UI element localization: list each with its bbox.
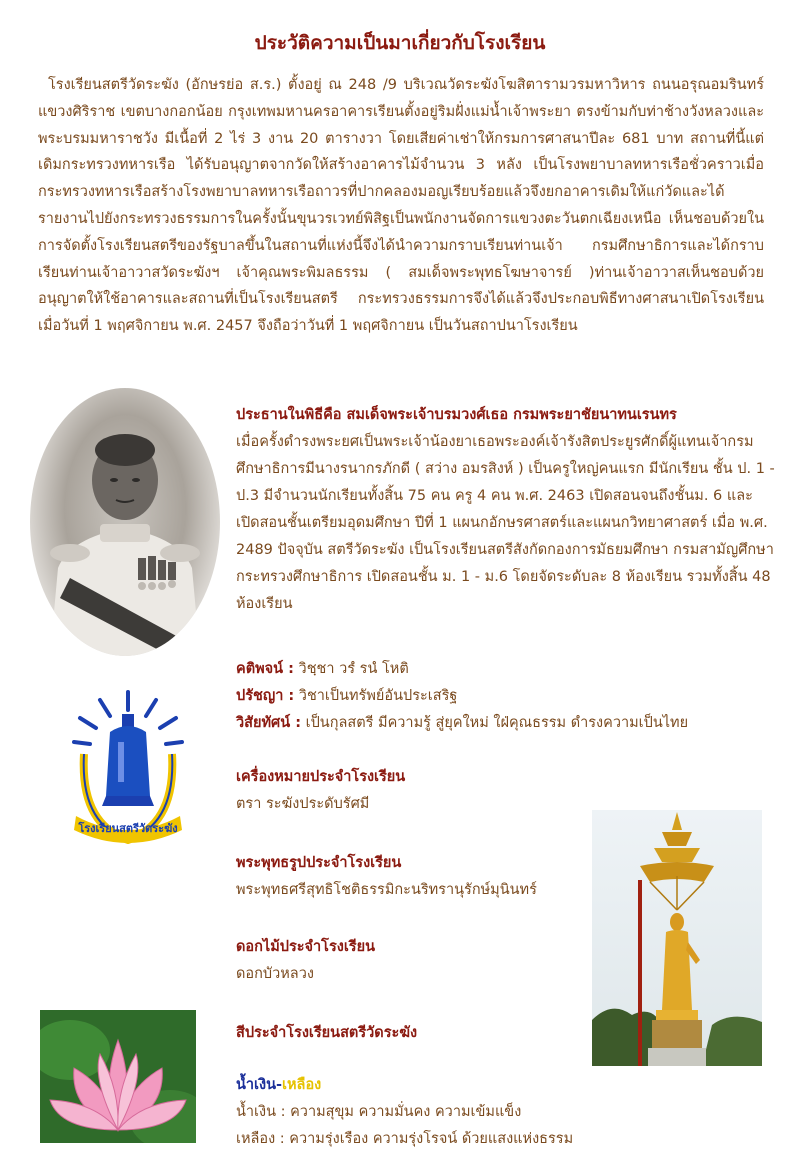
buddha-statue-photo bbox=[592, 810, 762, 1066]
color-separator: - bbox=[276, 1077, 283, 1093]
motto-row bbox=[236, 656, 776, 683]
motto-section bbox=[236, 656, 776, 737]
flower-heading: ดอกไม้ประจำโรงเรียน bbox=[236, 939, 375, 955]
symbol-value: ตรา ระฆังประดับรัศมี bbox=[236, 796, 370, 812]
buddha-value: พระพุทธศรีสุทธิโชติธรรมิกะนริทรานุรักษ์มุนินทร์ bbox=[236, 882, 537, 898]
philosophy-label: ปรัชญา : bbox=[236, 688, 295, 704]
emblem-text: โรงเรียนสตรีวัดระฆัง bbox=[78, 823, 178, 835]
founder-heading: ประธานในพิธีคือ สมเด็จพระเจ้าบรมวงศ์เธอ กรมพระยาชัยนาทนเรนทร bbox=[236, 407, 677, 423]
color-blue-meaning: น้ำเงิน : ความสุขุม ความมั่นคง ความเข้มแข็ง bbox=[236, 1104, 522, 1120]
color-yellow-word: เหลือง bbox=[282, 1077, 322, 1093]
symbol-heading: เครื่องหมายประจำโรงเรียน bbox=[236, 769, 406, 785]
lotus-photo bbox=[40, 1010, 196, 1143]
vision-label: วิสัยทัศน์ : bbox=[236, 715, 302, 731]
motto-value: วิชฺชา วรํ รนํ โหติ bbox=[298, 661, 409, 677]
colors-names bbox=[236, 1072, 756, 1099]
founder-section bbox=[236, 402, 776, 618]
colors-section bbox=[236, 1072, 756, 1153]
color-blue-word: น้ำเงิน bbox=[236, 1077, 277, 1093]
page-title: ประวัติความเป็นมาเกี่ยวกับโรงเรียน bbox=[254, 32, 546, 54]
buddha-heading: พระพุทธรูปประจำโรงเรียน bbox=[236, 855, 402, 871]
color-yellow-meaning: เหลือง : ความรุ่งเรือง ความรุ่งโรจน์ ด้วยแสงแห่งธรรม bbox=[236, 1131, 574, 1147]
philosophy-row bbox=[236, 683, 776, 710]
school-emblem bbox=[70, 684, 186, 844]
founder-portrait bbox=[30, 388, 220, 656]
vision-value: เป็นกุลสตรี มีความรู้ สู่ยุคใหม่ ใฝ่คุณธรรม ดำรงความเป็นไทย bbox=[305, 715, 689, 731]
flower-value: ดอกบัวหลวง bbox=[236, 966, 314, 982]
motto-label: คติพจน์ : bbox=[236, 661, 294, 677]
vision-row bbox=[236, 710, 776, 737]
intro-paragraph: โรงเรียนสตรีวัดระฆัง (อักษรย่อ ส.ร.) ตั้งอยู่ ณ 248 /9 บริเวณวัดระฆังโฆสิตารามวรมหาวิหาร ถนนอรุณอมรินทร์ แขวงศิริราช เขตบางกอกน้อย กรุงเทพมหานครอาคารเรียนตั้งอยู่ริมฝั่งแม่น้ำเจ้าพระยา ตรงข้ามกับท่าช้างวังหลวงและพระบรมมหาราชวัง มีเนื้อที่ 2 ไร่ 3 งาน 20 ตารางวา โดยเสียค่าเช่าให้กรมการศาสนาปีละ 681 บาท สถานที่นี้แต่เดิมกระทรวงทหารเรือ ได้รับอนุญาตจากวัดให้สร้างอาคารไม้จำนวน 3 หลัง เป็นโรงพยาบาลทหารเรือชั่วคราวเมื่อกระทรวงทหารเรือสร้างโรงพยาบาลทหารเรือถาวรที่ปากคลองมอญเรียบร้อยแล้วจึงยกอาคารเดิมให้แก่วัดและได้รายงานไปยังกระทรวงธรรมการในครั้งนั้นขุนวรเวทย์พิสิฐเป็นพนักงานจัดการแขวงตะวันตกเฉียงเหนือ เห็นชอบด้วยในการจัดตั้งโรงเรียนสตรีของรัฐบาลขึ้นในสถานที่แห่งนี้จึงได้นำความกราบเรียนท่านเจ้า กรมศึกษาธิการและได้กราบเรียนท่านเจ้าอาวาสวัดระฆังฯ เจ้าคุณพระพิมลธรรม ( สมเด็จพระพุทธโฆษาจารย์ )ท่านเจ้าอาวาสเห็นชอบด้วย อนุญาตให้ใช้อาคารและสถานที่เป็นโรงเรียนสตรี กระทรวงธรรมการจึงได้แล้วจึงประกอบพิธีทางศาสนาเปิดโรงเรียนเมื่อวันที่ 1 พฤศจิกายน พ.ศ. 2457 จึงถือว่าวันที่ 1 พฤศจิกายน เป็นวันสถาปนาโรงเรียน bbox=[38, 77, 764, 335]
philosophy-value: วิชาเป็นทรัพย์อันประเสริฐ bbox=[298, 688, 458, 704]
founder-body: เมื่อครั้งดำรงพระยศเป็นพระเจ้าน้องยาเธอพระองค์เจ้ารังสิตประยูรศักดิ์ผู้แทนเจ้ากรมศึกษาธิการมีนางรนากรภักดี ( สว่าง อมรสิงห์ ) เป็นครูใหญ่คนแรก มีนักเรียน ชั้น ป. 1 - ป.3 มีจำนวนนักเรียนทั้งสิ้น 75 คน ครู 4 คน พ.ศ. 2463 เปิดสอนจนถึงชั้นม. 6 และเปิดสอนชั้นเตรียมอุดมศึกษา ปีที่ 1 แผนกอักษรศาสตร์และแผนกวิทยาศาสตร์ เมื่อ พ.ศ. 2489 ปัจจุบัน สตรีวัดระฆัง เป็นโรงเรียนสตรีสังกัดกองการมัธยมศึกษา กรมสามัญศึกษา กระทรวงศึกษาธิการ เปิดสอนชั้น ม. 1 - ม.6 โดยจัดระดับละ 8 ห้องเรียน รวมทั้งสิ้น 48 ห้องเรียน bbox=[236, 434, 775, 612]
colors-heading: สีประจำโรงเรียนสตรีวัดระฆัง bbox=[236, 1025, 418, 1041]
